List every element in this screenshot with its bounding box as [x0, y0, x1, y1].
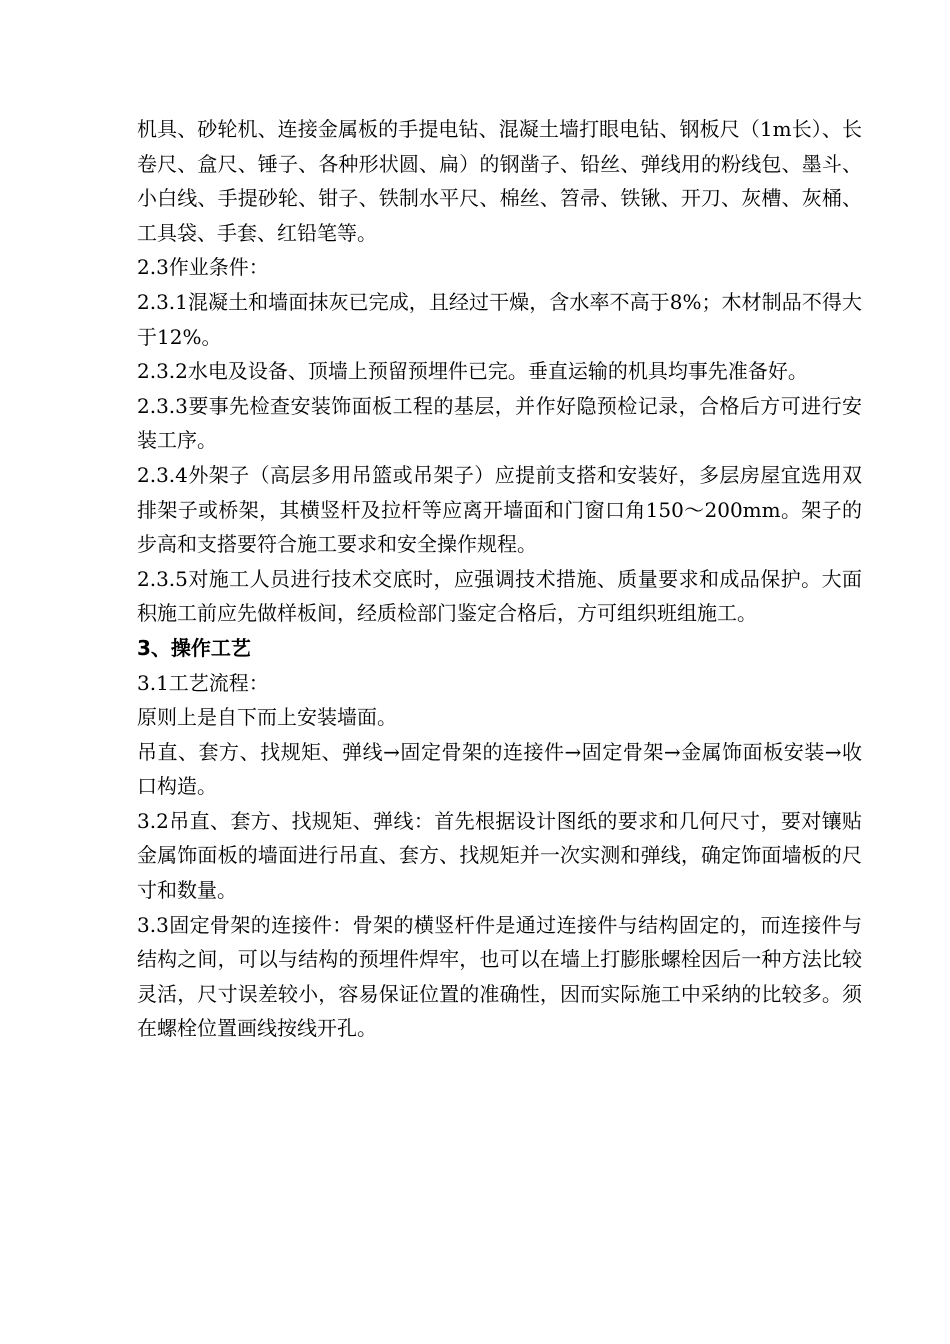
item-2-3-4: 2.3.4外架子（高层多用吊篮或吊架子）应提前支搭和安装好，多层房屋宜选用双排架子或桥架，其横竖杆及拉杆等应离开墙面和门窗口角150～200mm。架子的步高和支搭要符合施工要求和安全操作规程。	[137, 462, 862, 557]
tools-paragraph: 机具、砂轮机、连接金属板的手提电钻、混凝土墙打眼电钻、钢板尺（1m长）、长卷尺、盒尺、锤子、各种形状圆、扁）的钢凿子、铅丝、弹线用的粉线包、墨斗、小白线、手提砂轮、钳子、铁制水平尺、棉丝、笤帚、铁锹、开刀、灰槽、灰桶、工具袋、手套、红铅笔等。	[137, 117, 862, 245]
section-3-heading: 3、操作工艺	[137, 635, 251, 660]
document-page	[137, 112, 862, 1046]
item-2-3-5: 2.3.5对施工人员进行技术交底时，应强调技术措施、质量要求和成品保护。大面积施工前应先做样板间，经质检部门鉴定合格后，方可组织班组施工。	[137, 566, 862, 626]
item-2-3-1: 2.3.1混凝土和墙面抹灰已完成，且经过干燥，含水率不高于8%；木材制品不得大于12%。	[137, 289, 862, 349]
item-3-2: 3.2吊直、套方、找规矩、弹线：首先根据设计图纸的要求和几何尺寸，要对镶贴金属饰面板的墙面进行吊直、套方、找规矩并一次实测和弹线，确定饰面墙板的尺寸和数量。	[137, 808, 862, 903]
item-2-3-2: 2.3.2水电及设备、顶墙上预留预埋件已完。垂直运输的机具均事先准备好。	[137, 359, 808, 384]
principle-paragraph: 原则上是自下而上安装墙面。	[137, 705, 397, 730]
process-flow-paragraph: 吊直、套方、找规矩、弹线→固定骨架的连接件→固定骨架→金属饰面板安装→收口构造。	[137, 739, 862, 799]
section-3-1-title: 3.1工艺流程：	[137, 670, 269, 695]
item-3-3: 3.3固定骨架的连接件：骨架的横竖杆件是通过连接件与结构固定的，而连接件与结构之间，可以与结构的预埋件焊牢，也可以在墙上打膨胀螺栓因后一种方法比较灵活，尺寸误差较小，容易保证位置的准确性，因而实际施工中采纳的比较多。须在螺栓位置画线按线开孔。	[137, 912, 862, 1041]
item-2-3-3: 2.3.3要事先检查安装饰面板工程的基层，并作好隐预检记录，合格后方可进行安装工序。	[137, 393, 862, 453]
section-2-3-title: 2.3作业条件：	[137, 255, 269, 280]
